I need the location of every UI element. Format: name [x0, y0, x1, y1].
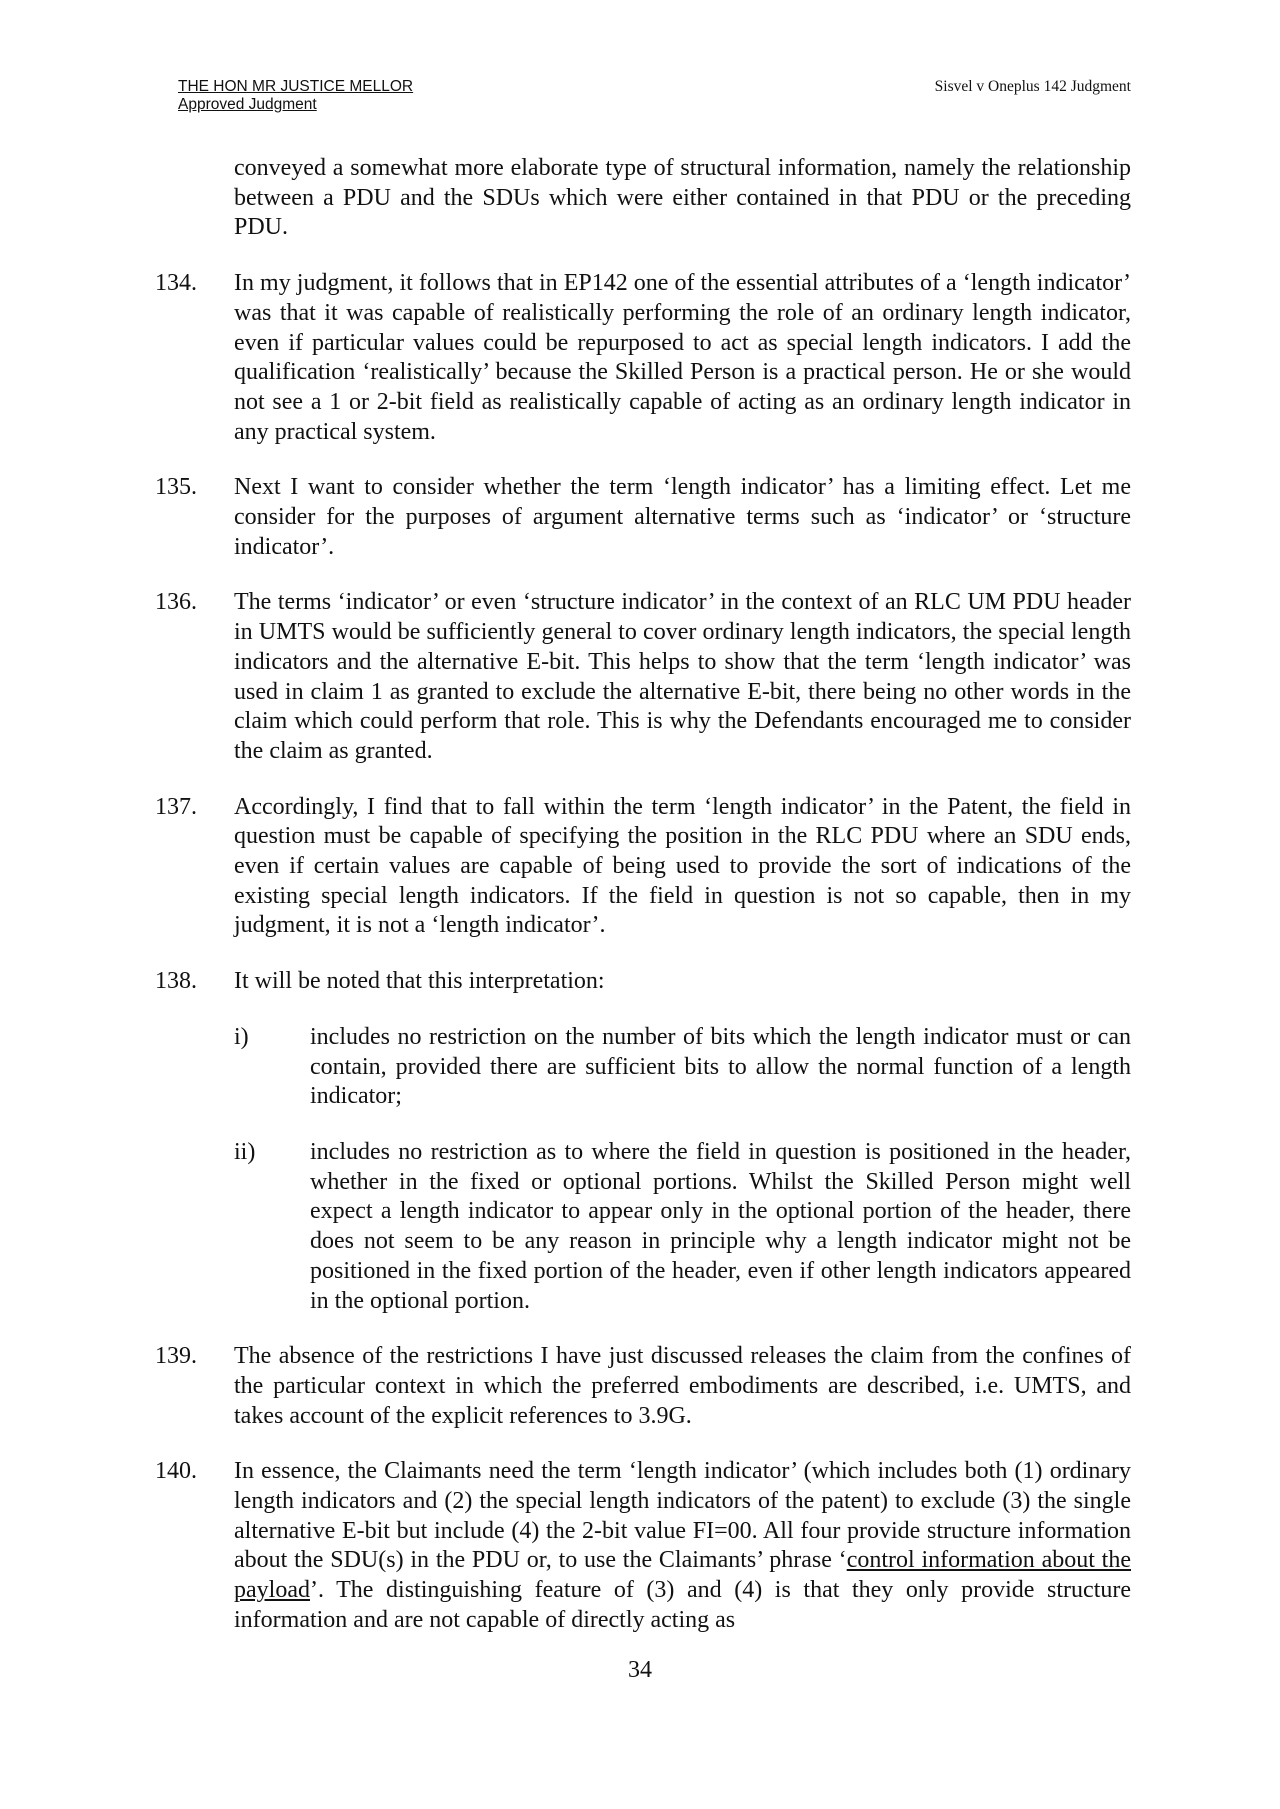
- paragraph-number: 138.: [155, 968, 197, 995]
- paragraph-number: 137.: [155, 793, 197, 820]
- paragraph-text: Accordingly, I find that to fall within the term ‘length indicator’ in the Patent, the field in question must be capable of specifying the position in the RLC PDU where an SDU ends, even if certain values are capable of being used to provide the sort of indications of the existing special length indicators. If the field in question is not so capable, then in my judgment, it is not a ‘length indicator’.: [234, 793, 1131, 939]
- paragraph-text-before: In essence, the Claimants need the term ‘length indicator’ (which includes both (1) ordinary length indicators and (2) the special length indicators of the patent) to exclude (3) the single alternative E-bit but include (4) the 2-bit value FI=00. All four provide structure information about the SDU(s) in the PDU or, to use the Claimants’ phrase ‘: [234, 1458, 1131, 1574]
- paragraph-137: [0, 793, 1280, 942]
- judgment-body: [0, 154, 1280, 1662]
- paragraph-number: 140.: [155, 1458, 197, 1485]
- paragraph-140: [0, 1457, 1280, 1635]
- continuation-paragraph: [0, 154, 1280, 243]
- paragraph-number: 134.: [155, 270, 197, 297]
- paragraph-text: The absence of the restrictions I have just discussed releases the claim from the confines of the particular context in which the preferred embodiments are described, i.e. UMTS, and takes account of the explicit references to 3.9G.: [234, 1343, 1131, 1429]
- paragraph-136: [0, 588, 1280, 766]
- subitem-text: includes no restriction as to where the field in question is positioned in the header, whether in the fixed or optional portions. Whilst the Skilled Person might well expect a length indicator to appear only in the optional portion of the header, there does not seem to be any reason in principle why a length indicator might not be positioned in the fixed portion of the header, even if other length indicators appeared in the optional portion.: [310, 1138, 1131, 1314]
- paragraph-text: conveyed a somewhat more elaborate type of structural information, namely the relationship between a PDU and the SDUs which were either contained in that PDU or the preceding PDU.: [234, 155, 1131, 241]
- paragraph-138: [0, 967, 1280, 997]
- header-case-title: Sisvel v Oneplus 142 Judgment: [934, 78, 1131, 95]
- header-judge-name: THE HON MR JUSTICE MELLOR: [178, 78, 414, 95]
- paragraph-number: 135.: [155, 474, 197, 501]
- paragraph-number: 136.: [155, 589, 197, 616]
- subitem-ii: [0, 1138, 1280, 1316]
- subitem-label: ii): [234, 1138, 256, 1165]
- header-judge-block: [178, 78, 413, 114]
- subitem-label: i): [234, 1023, 249, 1050]
- paragraph-text: The terms ‘indicator’ or even ‘structure indicator’ in the context of an RLC UM PDU header in UMTS would be sufficiently general to cover ordinary length indicators, the special length indicators and the alternative E-bit. This helps to show that the term ‘length indicator’ was used in claim 1 as granted to exclude the alternative E-bit, there being no other words in the claim which could perform that role. This is why the Defendants encouraged me to consider the claim as granted.: [234, 589, 1131, 764]
- paragraph-135: [0, 473, 1280, 562]
- header-judgment-status: Approved Judgment: [178, 96, 317, 113]
- paragraph-text: Next I want to consider whether the term ‘length indicator’ has a limiting effect. Let me consider for the purposes of argument alternative terms such as ‘indicator’ or ‘structure indicator’.: [234, 474, 1131, 560]
- page-number: 34: [628, 1657, 652, 1683]
- paragraph-134: [0, 269, 1280, 447]
- paragraph-number: 139.: [155, 1343, 197, 1370]
- paragraph-text: In my judgment, it follows that in EP142 one of the essential attributes of a ‘length indicator’ was that it was capable of realistically performing the role of an ordinary length indicator, even if particular values could be repurposed to act as special length indicators. I add the qualification ‘realistically’ because the Skilled Person is a practical person. He or she would not see a 1 or 2-bit field as realistically capable of acting as an ordinary length indicator in any practical system.: [234, 270, 1131, 445]
- subitem-i: [0, 1023, 1280, 1112]
- paragraph-text: [234, 1457, 1131, 1635]
- underlined-phrase: control information about the payload: [234, 1547, 1131, 1604]
- paragraph-text-after: ’. The distinguishing feature of (3) and (4) is that they only provide structure information and are not capable of directly acting as: [234, 1577, 1131, 1633]
- paragraph-139: [0, 1342, 1280, 1431]
- paragraph-text: It will be noted that this interpretation:: [234, 968, 605, 995]
- subitem-text: includes no restriction on the number of bits which the length indicator must or can contain, provided there are sufficient bits to allow the normal function of a length indicator;: [310, 1023, 1131, 1110]
